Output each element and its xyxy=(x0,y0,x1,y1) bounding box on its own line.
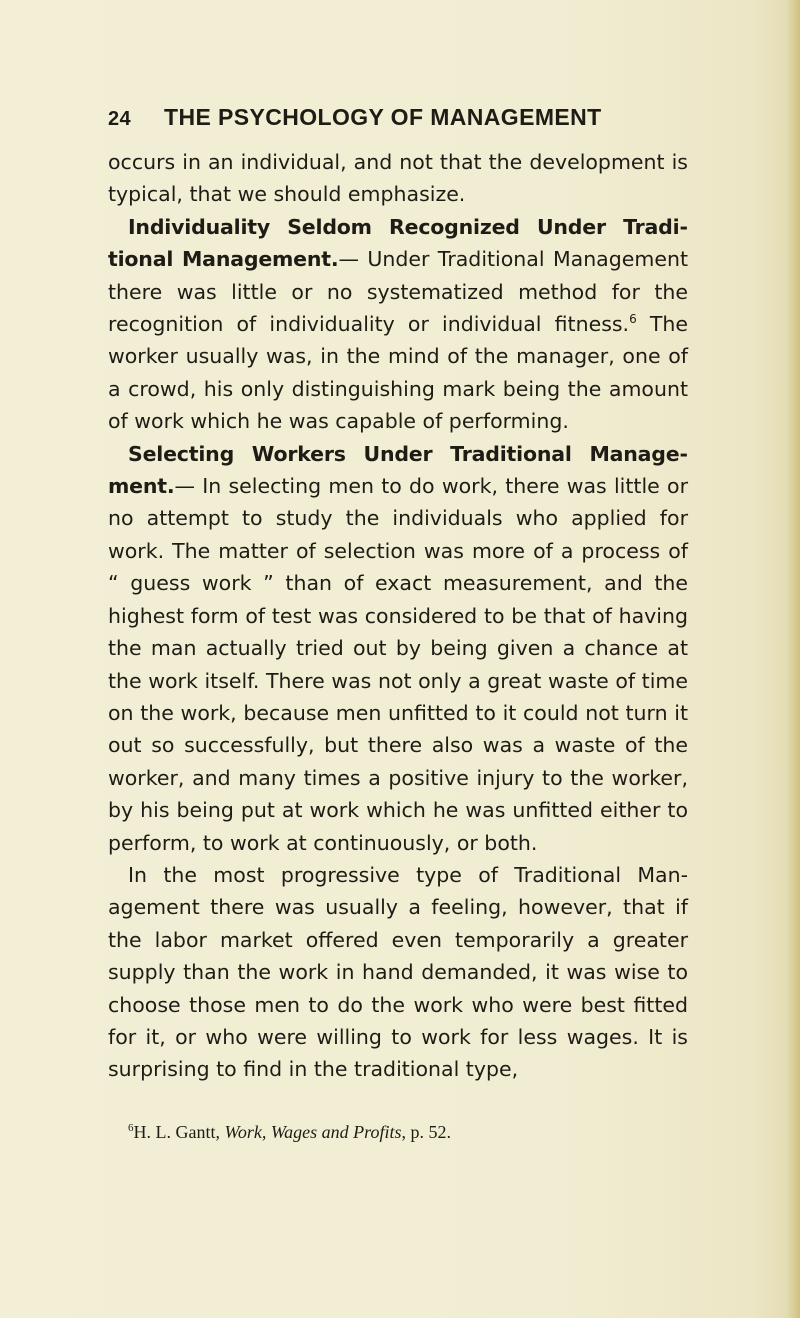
paragraph-progressive-type xyxy=(108,859,688,1086)
footnote-work-title: Work, Wages and Profits xyxy=(224,1122,402,1142)
page-edge-shading xyxy=(786,0,800,1318)
paragraph-text-continued: The worker usually was, in the mind of the manager, one of a crowd, his only distinguishing mark being the amount of work which he was capable of performing. xyxy=(108,312,688,434)
body-text xyxy=(108,146,688,1086)
section-heading: Individuality Seldom Recognized Under Traditional Management. xyxy=(108,214,688,272)
paragraph-text: — Under Traditional Management there was little or no systematized method for the recognition of individuality or individual fitness. xyxy=(108,247,688,337)
running-head xyxy=(108,104,688,131)
footnote-marker: 6 xyxy=(128,1122,134,1134)
paragraph-continuation xyxy=(108,146,688,211)
page-number: 24 xyxy=(108,108,132,130)
footnote-reference: 6 xyxy=(629,312,637,327)
paragraph-text: — In selecting men to do work, there was little or no attempt to study the individuals who applied for work. The matter of selection was more of a process of “ guess work ” than of exact measurement, and the highest form of test was considered to be that of having the man actually tried out by being given a chance at the work itself. There was not only a great waste of time on the work, because men unfitted to it could not turn it out so successfully, but there also was a waste of the worker, and many times a positive injury to the worker, by his being put at work which he was unfitted either to perform, to work at continuously, or both. xyxy=(108,474,688,855)
footnote-page-ref: , p. 52. xyxy=(401,1122,451,1142)
running-title: THE PSYCHOLOGY OF MANAGEMENT xyxy=(164,104,602,130)
footnote xyxy=(128,1122,688,1143)
paragraph-text: occurs in an individual, and not that the development is typical, that we should emphasize. xyxy=(108,150,688,207)
paragraph-text: In the most progressive type of Traditional Management there was usually a feeling, however, that if the labor market offered even temporarily a greater supply than the work in hand demanded, it was wise to choose those men to do the work who were best fitted for it, or who were willing to work for less wages. It is surprising to find in the traditional type, xyxy=(108,862,688,1082)
paragraph-individuality xyxy=(108,211,688,438)
paragraph-selecting-workers xyxy=(108,438,688,859)
footnote-author: H. L. Gantt, xyxy=(133,1122,225,1142)
section-heading: Selecting Workers Under Traditional Management. xyxy=(108,441,688,499)
